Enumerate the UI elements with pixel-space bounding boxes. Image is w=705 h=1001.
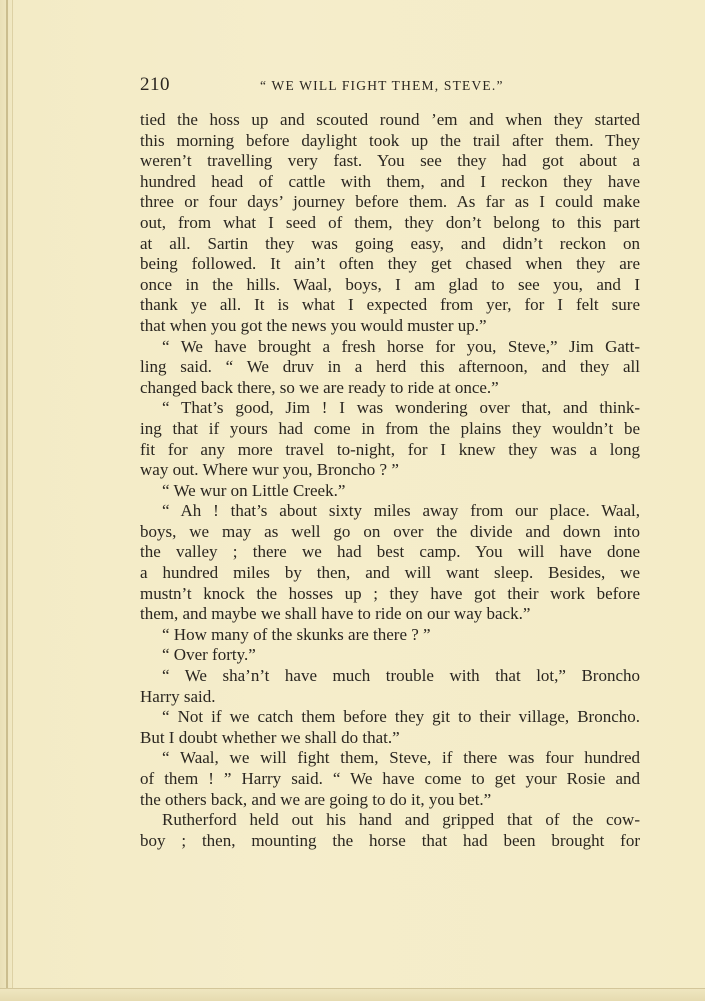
text-line: once in the hills. Waal, boys, I am glad to see you, and I (140, 274, 640, 294)
text-line: fit for any more travel to-night, for I knew they was a long (140, 439, 640, 459)
text-line: tied the hoss up and scouted round ’em and when they started (140, 110, 640, 129)
text-line: ling said. “ We druv in a herd this afternoon, and they all (140, 357, 640, 377)
text-line: “ Ah ! that’s about sixty miles away from our place. Waal, (162, 501, 640, 521)
text-line: them, and maybe we shall have to ride on our way back.” (140, 604, 531, 624)
text-line: of them ! ” Harry said. “ We have come to get your Rosie and (140, 769, 640, 788)
page-bottom-edge (0, 988, 705, 1001)
binding-edge-inner (12, 0, 13, 1000)
text-line: But I doubt whether we shall do that.” (140, 727, 400, 747)
page-header (140, 74, 640, 98)
text-line: changed back there, so we are ready to ride at once.” (140, 377, 499, 397)
text-line: Harry said. (140, 686, 216, 706)
text-line: hundred head of cattle with them, and I reckon they have (140, 171, 640, 191)
text-line: boys, we may as well go on over the divide and down into (140, 521, 640, 541)
text-line: “ We sha’n’t have much trouble with that lot,” Broncho (162, 666, 640, 686)
text-line: Rutherford held out his hand and gripped that of the cow- (162, 810, 640, 830)
text-line: “ We have brought a fresh horse for you, Steve,” Jim Gatt- (162, 336, 640, 356)
text-line: a hundred miles by then, and will want sleep. Besides, we (140, 563, 640, 583)
text-line: ing that if yours had come in from the plains they wouldn’t be (140, 418, 640, 438)
text-line: “ Not if we catch them before they git to their village, Broncho. (162, 707, 640, 727)
text-line: out, from what I seed of them, they don’t belong to this part (140, 212, 640, 232)
text-line: being followed. It ain’t often they get chased when they are (140, 254, 640, 274)
text-line: that when you got the news you would muster up.” (140, 315, 487, 335)
text-line: at all. Sartin they was going easy, and didn’t reckon on (140, 233, 640, 253)
text-line: mustn’t knock the hosses up ; they have got their work before (140, 583, 640, 603)
text-line: “ Waal, we will fight them, Steve, if there was four hundred (162, 748, 640, 768)
text-line: “ We wur on Little Creek.” (162, 480, 346, 500)
page-number: 210 (140, 74, 170, 95)
text-line: weren’t travelling very fast. You see they had got about a (140, 151, 640, 171)
text-line: the others back, and we are going to do it, you bet.” (140, 789, 492, 809)
text-line: “ How many of the skunks are there ? ” (162, 624, 431, 644)
text-line: this morning before daylight took up the trail after them. They (140, 130, 640, 150)
text-line: “ Over forty.” (162, 645, 256, 665)
running-head: “ WE WILL FIGHT THEM, STEVE.” (260, 78, 504, 93)
text-line: the valley ; there we had best camp. You will have done (140, 542, 640, 562)
binding-edge (6, 0, 8, 1000)
text-line: boy ; then, mounting the horse that had been brought for (140, 830, 640, 850)
text-line: thank ye all. It is what I expected from yer, for I felt sure (140, 295, 640, 315)
text-line: way out. Where wur you, Broncho ? ” (140, 460, 399, 480)
body-text (140, 110, 640, 851)
text-line: “ That’s good, Jim ! I was wondering over that, and think- (162, 398, 640, 418)
text-line: three or four days’ journey before them. As far as I could make (140, 192, 640, 212)
